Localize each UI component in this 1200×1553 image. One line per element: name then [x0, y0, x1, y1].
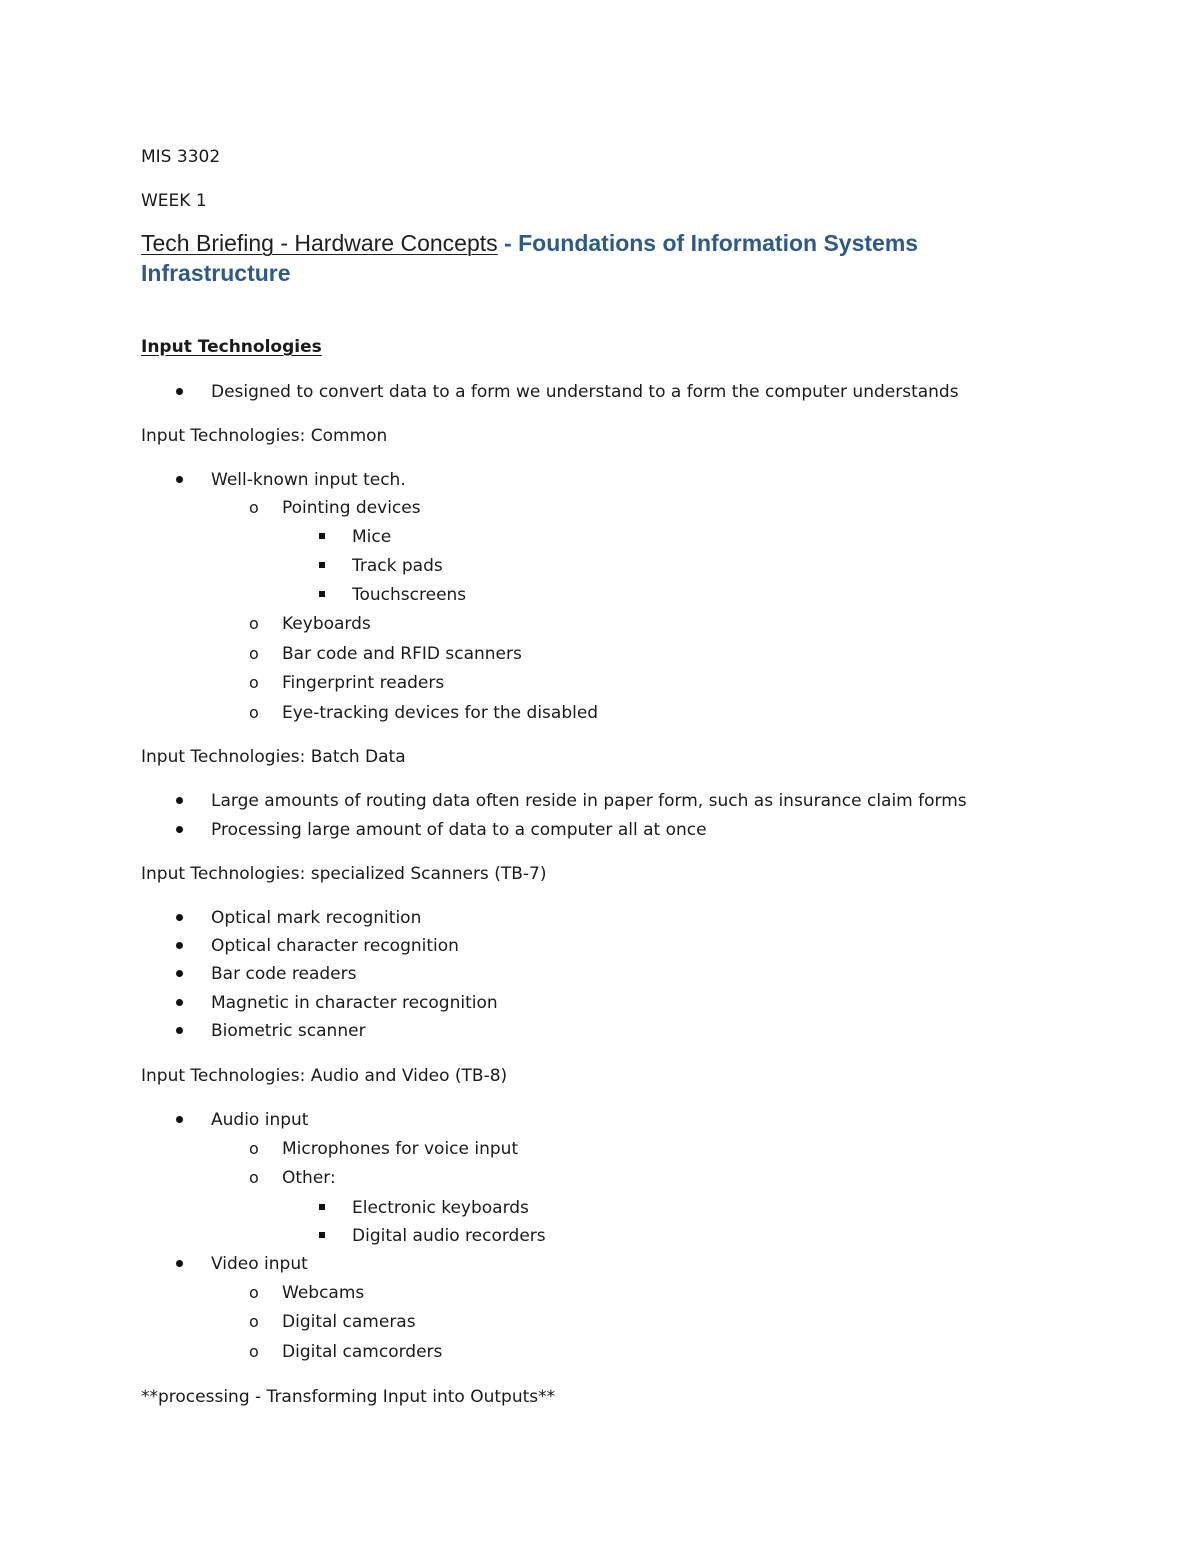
bullet-circle-icon: o: [249, 1342, 259, 1361]
list-item: Designed to convert data to a form we understand to a form the computer understands: [211, 382, 959, 402]
list-item: Track pads: [352, 556, 443, 576]
bullet-disc-icon: [176, 797, 183, 804]
page-title: [141, 228, 918, 258]
title-rest-line2: Infrastructure: [141, 260, 291, 286]
bullet-disc-icon: [176, 999, 183, 1006]
bullet-circle-icon: o: [249, 498, 259, 517]
list-item: Well-known input tech.: [211, 470, 406, 490]
bullet-circle-icon: o: [249, 673, 259, 692]
title-separator: -: [497, 230, 519, 256]
bullet-disc-icon: [176, 826, 183, 833]
list-item: Magnetic in character recognition: [211, 993, 498, 1013]
closing-note: **processing - Transforming Input into Outputs**: [141, 1387, 556, 1407]
list-item: Video input: [211, 1254, 308, 1274]
bullet-square-icon: [319, 533, 325, 539]
list-item: Keyboards: [282, 614, 371, 634]
section-heading: Input Technologies: specialized Scanners (TB-7): [141, 864, 547, 884]
bullet-disc-icon: [176, 1027, 183, 1034]
list-item: Processing large amount of data to a computer all at once: [211, 820, 707, 840]
list-item: Digital cameras: [282, 1312, 416, 1332]
bullet-circle-icon: o: [249, 1168, 259, 1187]
bullet-disc-icon: [176, 942, 183, 949]
list-item: Digital camcorders: [282, 1342, 443, 1362]
bullet-square-icon: [319, 1232, 325, 1238]
course-code: MIS 3302: [141, 147, 221, 167]
page-title-line2: [141, 258, 291, 288]
section-heading: Input Technologies: Common: [141, 426, 388, 446]
bullet-circle-icon: o: [249, 1312, 259, 1331]
bullet-circle-icon: o: [249, 1139, 259, 1158]
bullet-square-icon: [319, 1204, 325, 1210]
bullet-disc-icon: [176, 1260, 183, 1267]
bullet-circle-icon: o: [249, 703, 259, 722]
title-rest-line1: Foundations of Information Systems: [518, 230, 919, 256]
list-item: Audio input: [211, 1110, 309, 1130]
bullet-circle-icon: o: [249, 614, 259, 633]
bullet-circle-icon: o: [249, 1283, 259, 1302]
list-item: Webcams: [282, 1283, 365, 1303]
list-item: Other:: [282, 1168, 336, 1188]
week-label: WEEK 1: [141, 191, 207, 211]
bullet-square-icon: [319, 562, 325, 568]
list-item: Bar code readers: [211, 964, 357, 984]
list-item: Optical character recognition: [211, 936, 459, 956]
list-item: Eye-tracking devices for the disabled: [282, 703, 599, 723]
list-item: Fingerprint readers: [282, 673, 445, 693]
list-item: Electronic keyboards: [352, 1198, 529, 1218]
list-item: Large amounts of routing data often reside in paper form, such as insurance claim forms: [211, 791, 967, 811]
section-heading: Input Technologies: Batch Data: [141, 747, 406, 767]
title-underlined: Tech Briefing - Hardware Concepts: [141, 230, 498, 256]
bullet-disc-icon: [176, 970, 183, 977]
bullet-square-icon: [319, 591, 325, 597]
list-item: Digital audio recorders: [352, 1226, 546, 1246]
list-item: Microphones for voice input: [282, 1139, 519, 1159]
list-item: Touchscreens: [352, 585, 467, 605]
bullet-disc-icon: [176, 476, 183, 483]
list-item: Bar code and RFID scanners: [282, 644, 522, 664]
list-item: Pointing devices: [282, 498, 421, 518]
section-heading: Input Technologies: Audio and Video (TB-8): [141, 1066, 508, 1086]
list-item: Mice: [352, 527, 392, 547]
bullet-disc-icon: [176, 388, 183, 395]
section-heading: Input Technologies: [141, 337, 322, 357]
list-item: Biometric scanner: [211, 1021, 366, 1041]
bullet-circle-icon: o: [249, 644, 259, 663]
list-item: Optical mark recognition: [211, 908, 422, 928]
bullet-disc-icon: [176, 914, 183, 921]
bullet-disc-icon: [176, 1116, 183, 1123]
